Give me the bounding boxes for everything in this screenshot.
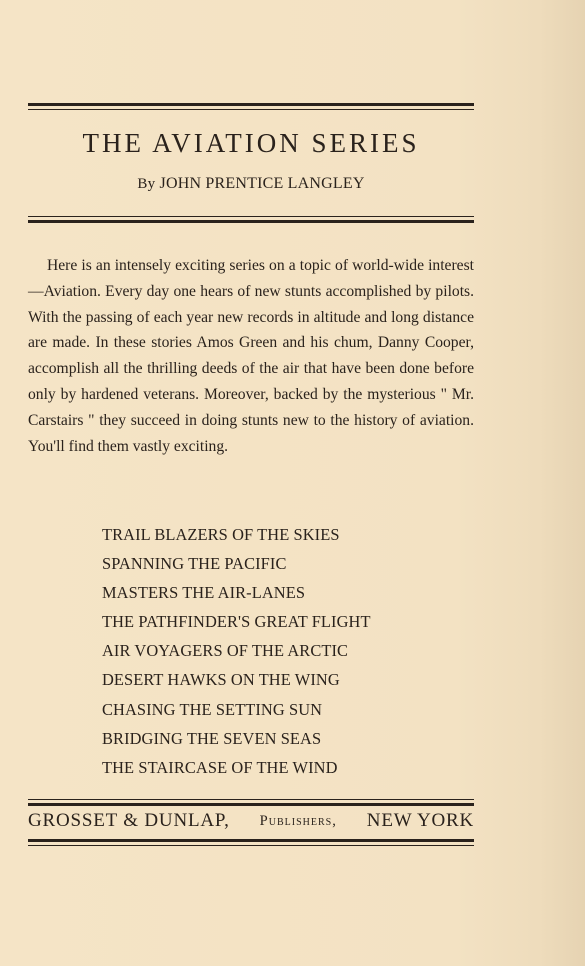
header-rule-thick [28, 220, 474, 223]
top-rule-thin [28, 109, 474, 110]
book-title: DESERT HAWKS ON THE WING [102, 670, 340, 690]
series-title: THE AVIATION SERIES [82, 128, 420, 158]
publisher-imprint [28, 808, 474, 834]
author-byline [28, 172, 474, 196]
book-title: THE STAIRCASE OF THE WIND [102, 757, 338, 777]
publisher-name: GROSSET & DUNLAP, [28, 810, 230, 831]
book-title: MASTERS THE AIR-LANES [102, 583, 306, 603]
book-title: TRAIL BLAZERS OF THE SKIES [102, 525, 340, 544]
author-name: JOHN PRENTICE LANGLEY [159, 175, 365, 192]
publisher-city: NEW YORK [366, 810, 474, 831]
header-rule-thin [28, 216, 474, 217]
book-title: CHASING THE SETTING SUN [102, 699, 323, 719]
book-title: THE PATHFINDER'S GREAT FLIGHT [102, 612, 371, 632]
footer-bottom-rule-thin [28, 845, 474, 846]
book-title-list [102, 520, 371, 782]
book-title: BRIDGING THE SEVEN SEAS [102, 728, 322, 748]
footer-top-rule-thick [28, 803, 474, 806]
footer-bottom-rule-thick [28, 839, 474, 842]
book-title: SPANNING THE PACIFIC [102, 554, 287, 574]
book-title: AIR VOYAGERS OF THE ARCTIC [102, 641, 349, 661]
footer-top-rule-thin [28, 799, 474, 800]
series-description: Here is an intensely exciting series on a topic of world-wide interest—Aviation. Every day one hears of new stunts accomplished by pilots. With the passing of each year new records in altitude and long distance are made. In these stories Amos Green and his chum, Danny Cooper, accomplish all the thrilling deeds of the air that have been done before only by hardened veterans. Moreover, backed by the mysterious " Mr. Carstairs " they succeed in doing stunts new to the history of aviation. You'll find them vastly exciting. [28, 257, 474, 455]
byline-prefix: By [137, 176, 156, 192]
top-rule-thick [28, 103, 474, 106]
publisher-role: Publishers, [259, 813, 337, 829]
